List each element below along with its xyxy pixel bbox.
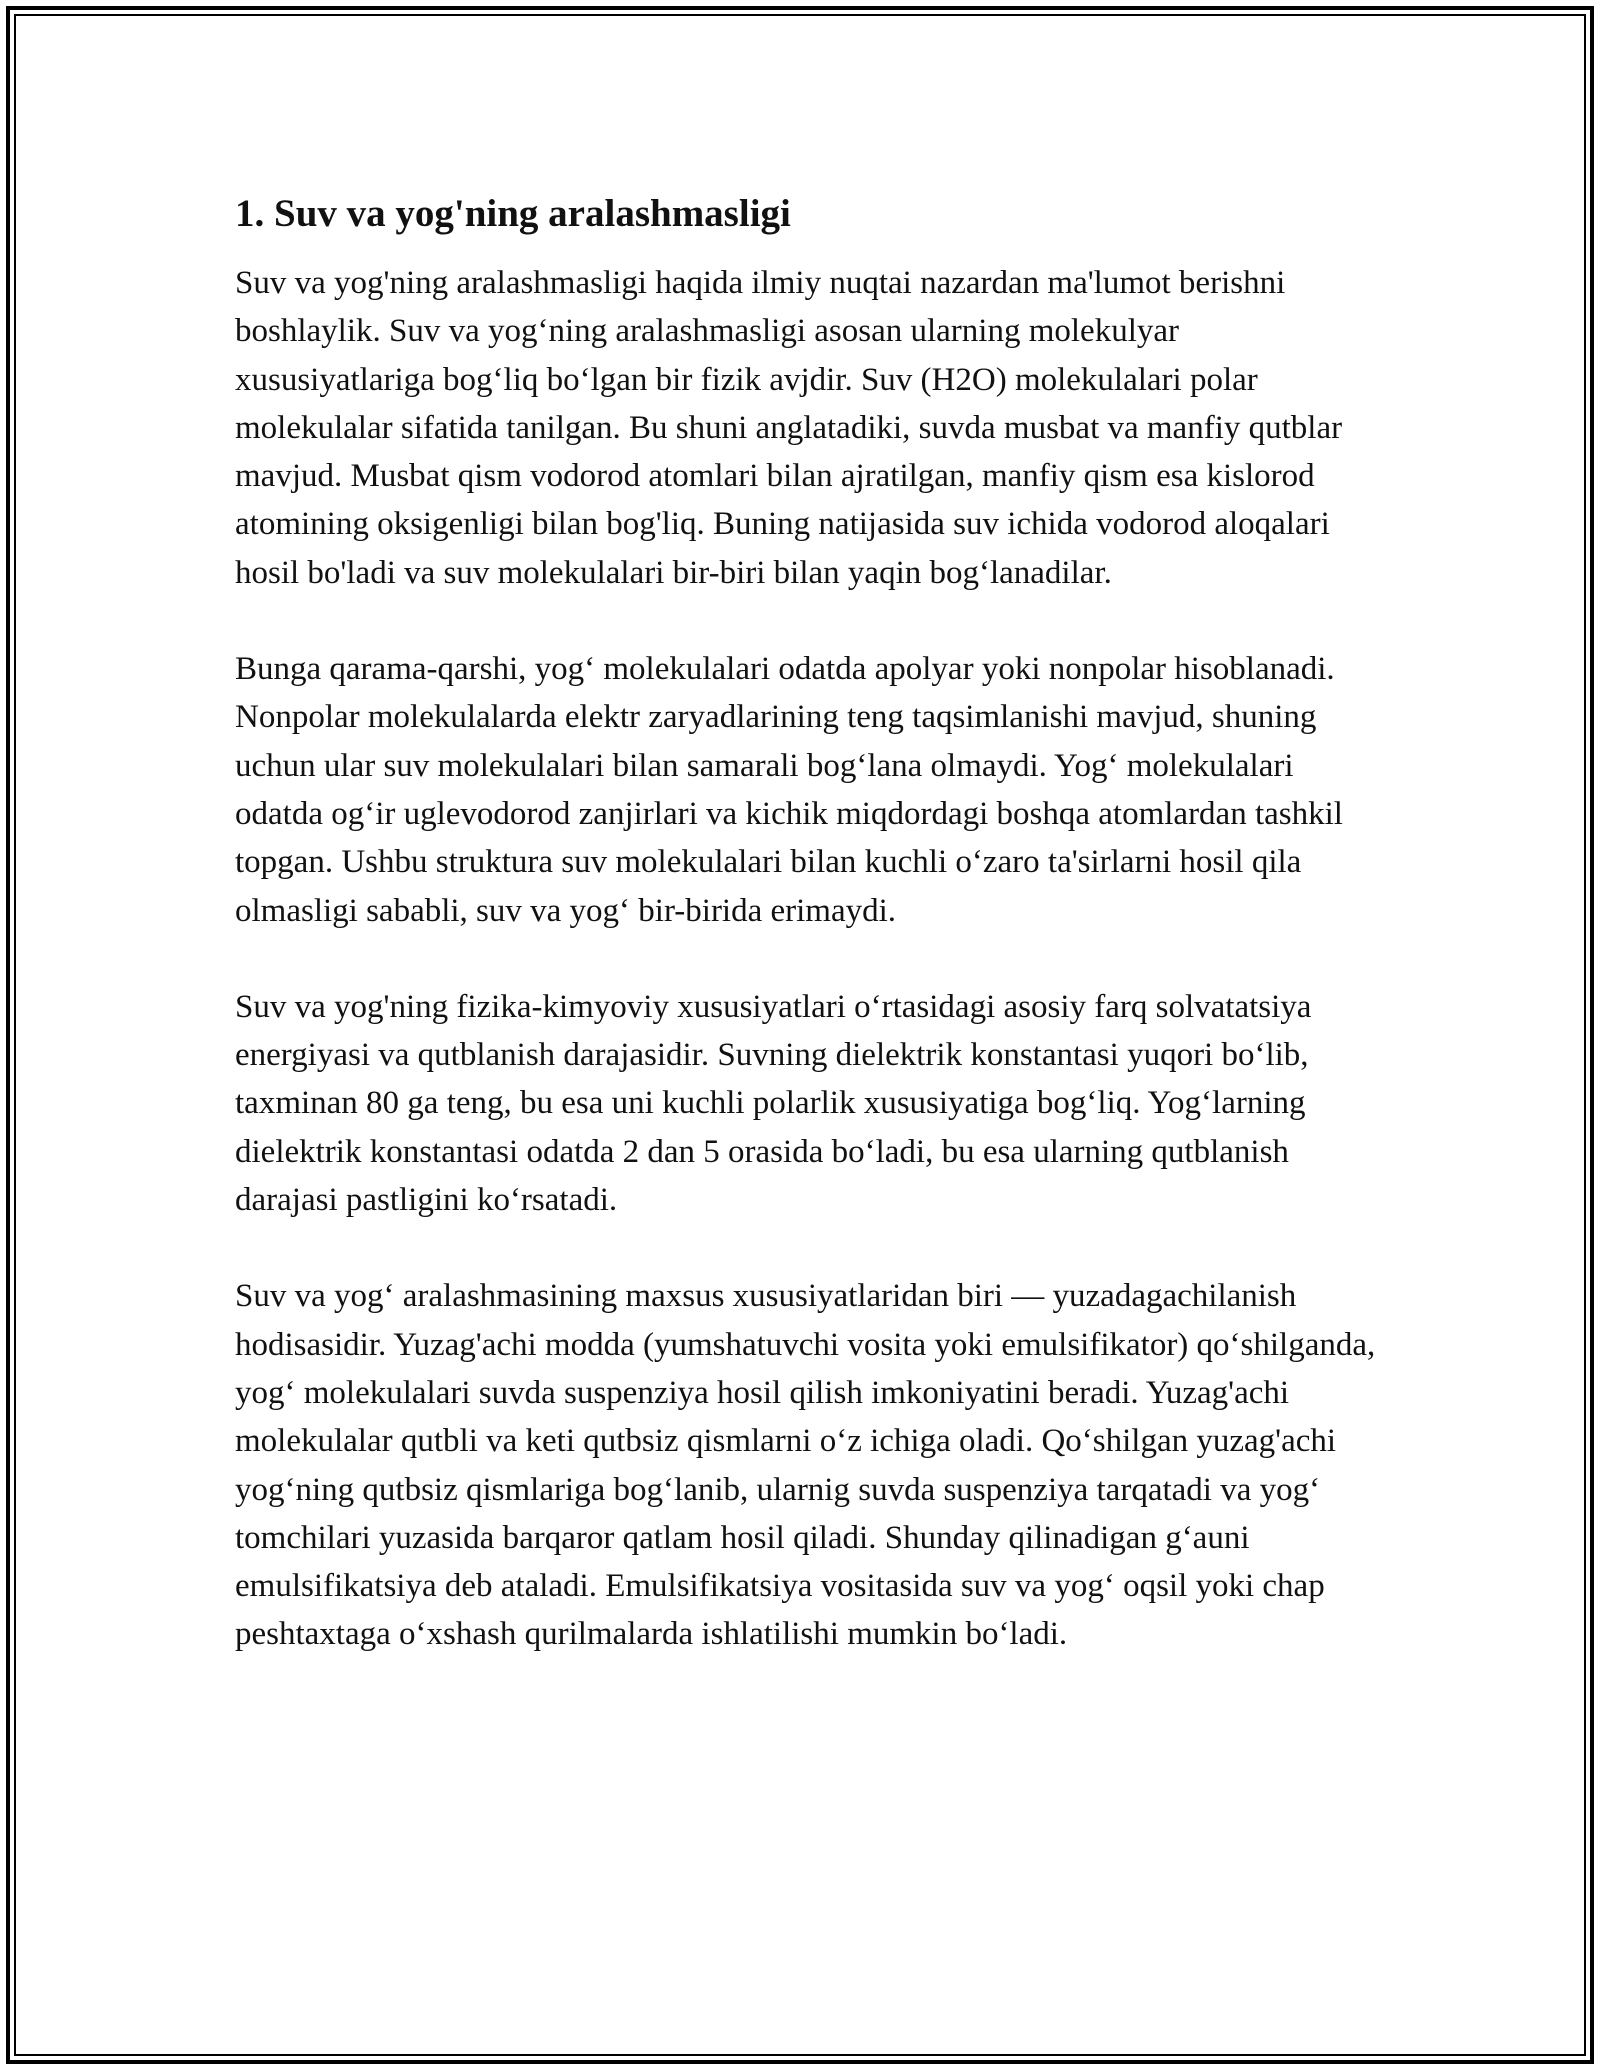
paragraph-2: Bunga qarama-qarshi, yog‘ molekulalari odatda apolyar yoki nonpolar hisoblanadi. Nonpolar molekulalarda elektr zaryadlarining teng taqsimlanishi mavjud, shuning uchun ular suv molekulalari bilan samarali bog‘lana olmaydi. Yog‘ molekulalari odatda og‘ir uglevodorod zanjirlari va kichik miqdordagi boshqa atomlardan tashkil topgan. Ushbu struktura suv molekulalari bilan kuchli o‘zaro ta'sirlarni hosil qila olmasligi sababli, suv va yog‘ bir-birida erimaydi.	[235, 651, 1343, 929]
section-heading: 1. Suv va yog'ning aralashmasligi	[235, 192, 791, 235]
document-body	[235, 188, 1385, 1659]
paragraph-1: Suv va yog'ning aralashmasligi haqida ilmiy nuqtai nazardan ma'lumot berishni boshlaylik. Suv va yog‘ning aralashmasligi asosan ularning molekulyar xususiyatlariga bog‘liq bo‘lgan bir fizik avjdir. Suv (H2O) molekulalari polar molekulalar sifatida tanilgan. Bu shuni anglatadiki, suvda musbat va manfiy qutblar mavjud. Musbat qism vodorod atomlari bilan ajratilgan, manfiy qism esa kislorod atomining oksigenligi bilan bog'liq. Buning natijasida suv ichida vodorod aloqalari hosil bo'ladi va suv molekulalari bir-biri bilan yaqin bog‘lanadilar.	[235, 265, 1343, 591]
paragraph-3: Suv va yog'ning fizika-kimyoviy xususiyatlari o‘rtasidagi asosiy farq solvatatsiya energiyasi va qutblanish darajasidir. Suvning dielektrik konstantasi yuqori bo‘lib, taxminan 80 ga teng, bu esa uni kuchli polarlik xususiyatiga bog‘liq. Yog‘larning dielektrik konstantasi odatda 2 dan 5 orasida bo‘ladi, bu esa ularning qutblanish darajasi pastligini ko‘rsatadi.	[235, 988, 1312, 1219]
paragraph-4: Suv va yog‘ aralashmasining maxsus xususiyatlaridan biri — yuzadagachilanish hodisasidir. Yuzag'achi modda (yumshatuvchi vosita yoki emulsifikator) qo‘shilganda, yog‘ molekulalari suvda suspenziya hosil qilish imkoniyatini beradi. Yuzag'achi molekulalar qutbli va keti qutbsiz qismlarni o‘z ichiga oladi. Qo‘shilgan yuzag'achi yog‘ning qutbsiz qismlariga bog‘lanib, ularnig suvda suspenziya tarqatadi va yog‘ tomchilari yuzasida barqaror qatlam hosil qiladi. Shunday qilinadigan g‘auni emulsifikatsiya deb ataladi. Emulsifikatsiya vositasida suv va yog‘ oqsil yoki chap peshtaxtaga o‘xshash qurilmalarda ishlatilishi mumkin bo‘ladi.	[235, 1278, 1376, 1653]
